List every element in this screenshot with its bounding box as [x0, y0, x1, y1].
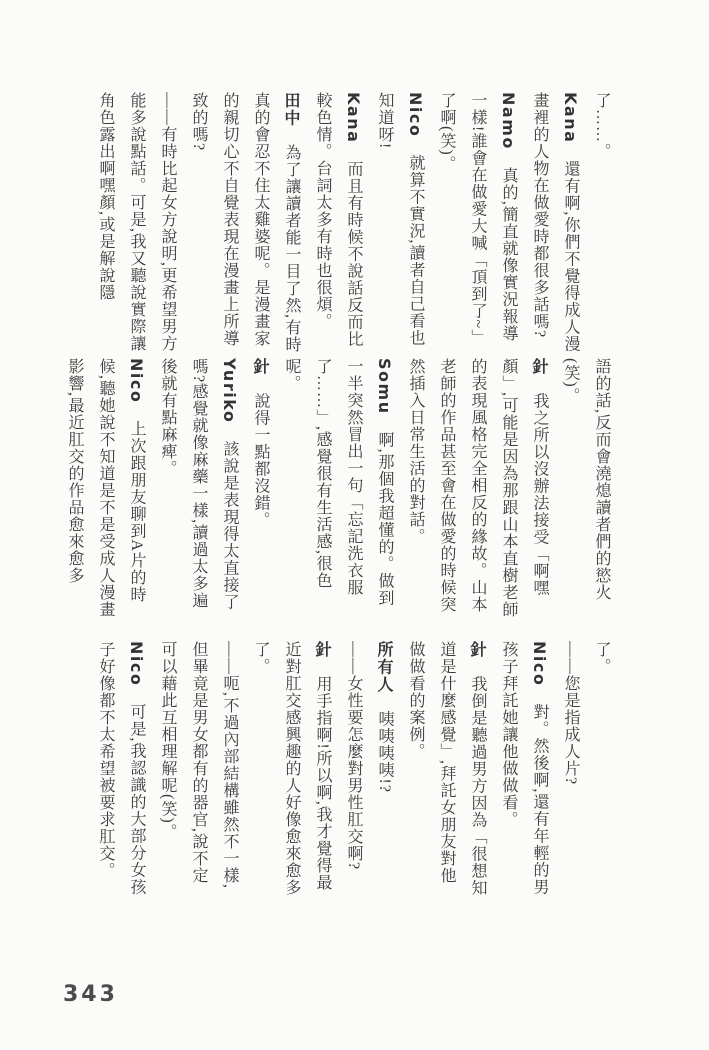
- dialogue-text: 了。: [593, 641, 610, 675]
- speaker-name: 針: [313, 641, 332, 659]
- dialogue-turn: [59, 358, 152, 622]
- dialogue-turn: [90, 641, 152, 899]
- dialogue-text: ——您是指成人片?: [562, 641, 579, 786]
- dialogue-turn: [245, 358, 276, 622]
- dialogue-text: 我之所以沒辦法接受「啊嘿顏」,可能是因為那跟山本直樹老師的表現風格完全相反的緣故。山本老師的作品甚至會在做愛的時候突然插入日常生活的對話。: [407, 358, 548, 618]
- dialogue-turn: [400, 358, 555, 622]
- page-number: 343: [63, 982, 118, 1007]
- dialogue-text: 咦咦咦咦!?: [376, 710, 393, 793]
- speaker-name: 針: [468, 641, 487, 659]
- dialogue-text: 該說是表現得太直接了嗎?感覺就像麻藥一樣,讀過太多遍後就有點麻痺。: [159, 358, 238, 611]
- dialogue-text: 而且有時候不說話反而比較色情。台詞太多有時也很煩。: [314, 92, 362, 348]
- dialogue-text: 對。然後啊,還有年輕的男孩子拜託她讓他做做看。: [500, 641, 548, 896]
- dialogue-turn: [369, 92, 431, 354]
- speaker-name: 針: [251, 358, 270, 376]
- dialogue-text: 就算不實況,讀者自己看也知道呀!: [376, 92, 424, 347]
- speaker-name: Nico: [406, 92, 425, 138]
- speaker-name: Namo: [499, 92, 518, 150]
- dialogue-text: 真的,簡直就像實況報導一樣!誰會在做愛大喊「頂到了~」了啊(笑)。: [438, 92, 517, 346]
- dialogue-text: ——有時比起女方說明,更希望男方能多說點話。可是,我又聽說實際讓角色露出啊嘿顏,或是解說隱: [97, 92, 176, 352]
- speaker-name: Nico: [127, 358, 146, 404]
- dialogue-turn: [524, 92, 586, 354]
- dialogue-turn: [555, 358, 617, 622]
- dialogue-turn: [90, 92, 183, 354]
- speaker-name: Yuriko: [220, 358, 239, 424]
- dialogue-turn: [586, 641, 617, 899]
- dialogue-turn: [493, 641, 555, 899]
- dialogue-band-3: [40, 641, 617, 899]
- speaker-name: Nico: [127, 641, 146, 687]
- dialogue-text: ——呃,不過內部結構雖然不一樣,但畢竟是男女都有的器官,說不定可以藉此互相理解呢(笑)。: [159, 641, 238, 889]
- dialogue-text: 語的話,反而會澆熄讀者們的慾火(笑)。: [562, 358, 610, 601]
- dialogue-band-2: [40, 358, 617, 622]
- speaker-name: Nico: [530, 641, 549, 687]
- dialogue-text: 為了讓讀者能一目了然,有時真的會忍不住太雞婆呢。是漫畫家的親切心不自覺表現在漫畫上所導致的嗎?: [190, 92, 300, 353]
- dialogue-text: 上次跟朋友聊到A片的時候,聽她說不知道是不是受成人漫畫影響,最近肛交的作品愈來愈多: [66, 358, 145, 618]
- dialogue-band-1: [40, 92, 617, 354]
- dialogue-text: 可是,我認識的大部分女孩子好像都不太希望被要求肛交。: [97, 641, 145, 896]
- dialogue-turn: [276, 358, 400, 622]
- dialogue-turn: [338, 641, 369, 899]
- speaker-name: 針: [530, 358, 549, 376]
- dialogue-turn: [586, 92, 617, 354]
- speaker-name: 所有人: [375, 641, 394, 694]
- dialogue-text: 了……。: [593, 92, 610, 160]
- dialogue-turn: [431, 92, 524, 354]
- speaker-name: Somu: [375, 358, 394, 415]
- dialogue-turn: [400, 641, 493, 899]
- dialogue-turn: [152, 641, 245, 899]
- dialogue-text: ——女性要怎麼對男性肛交啊?: [345, 641, 362, 871]
- dialogue-turn: [245, 641, 338, 899]
- dialogue-turn: [183, 92, 307, 354]
- speaker-name: Kana: [561, 92, 580, 144]
- dialogue-text: 我倒是聽過男方因為「很想知道是什麼感覺」,拜託女朋友對他做做看的案例。: [407, 641, 486, 897]
- dialogue-turn: [152, 358, 245, 622]
- speaker-name: 田中: [282, 92, 301, 127]
- dialogue-turn: [369, 641, 400, 899]
- dialogue-text: 還有啊,你們不覺得成人漫畫裡的人物在做愛時都很多話嗎?: [531, 92, 579, 353]
- dialogue-turn: [555, 641, 586, 899]
- speaker-name: Kana: [344, 92, 363, 144]
- dialogue-text: 用手指啊!所以啊,我才覺得最近對肛交感興趣的人好像愈來愈多了。: [252, 641, 331, 896]
- dialogue-turn: [307, 92, 369, 354]
- dialogue-text: 說得一點都沒錯。: [252, 392, 269, 529]
- dialogue-text: 啊,那個我超懂的。做到一半突然冒出一句「忘記洗衣服了……」,感覺很有生活感,很色呢。: [283, 358, 393, 607]
